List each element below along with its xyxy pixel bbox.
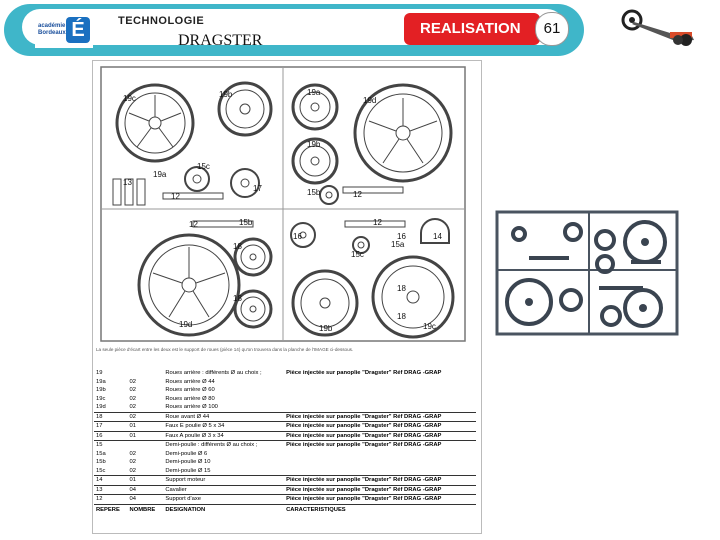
header-nombre: NOMBRE — [128, 504, 164, 514]
cell-designation: Roues arrière Ø 60 — [165, 387, 215, 393]
label-18-c: 18 — [397, 284, 406, 293]
label-12-d: 12 — [353, 190, 362, 199]
label-19c: 19c — [123, 94, 136, 103]
plate-caption: La seule pièce d'écart entre les deux est le support de roues (pièce 14) qu'on trouvera dans la planche de l'IMAGE ci-dessous. — [96, 347, 354, 352]
header-designation: DESIGNATION — [163, 504, 284, 514]
cell-repere: 16 — [94, 431, 128, 441]
dragster-car-image — [620, 4, 700, 48]
table-row — [94, 467, 476, 476]
cell-caracteristiques — [284, 386, 476, 395]
cell-repere: 12 — [94, 495, 128, 505]
cell-nombre: 02 — [129, 404, 136, 410]
cell-nombre: 04 — [128, 495, 164, 505]
label-15a: 15a — [391, 240, 405, 249]
section-badge — [404, 13, 540, 45]
project-title: DRAGSTER — [178, 32, 263, 49]
label-12-b: 12 — [189, 220, 198, 229]
nomenclature-table — [94, 369, 476, 514]
cell-caracteristiques: Pièce injectée sur panoplie "Dragster" Réf DRAG -GRAP — [284, 441, 476, 450]
cell-nombre: 02 — [129, 387, 136, 393]
label-18: 18 — [233, 242, 242, 251]
label-19b-2: 19b — [307, 140, 321, 149]
cell-caracteristiques: Pièce injectée sur panoplie "Dragster" Réf DRAG -GRAP — [284, 422, 476, 432]
table-row — [94, 495, 476, 505]
academie-logo — [35, 14, 93, 48]
cell-nombre: 02 — [129, 467, 136, 474]
cell-caracteristiques — [284, 395, 476, 404]
label-19a-2: 19a — [153, 170, 167, 179]
cell-repere: 19b — [96, 387, 106, 393]
cell-repere: 17 — [94, 422, 128, 432]
cell-caracteristiques: Pièce injectée sur panoplie "Dragster" Réf DRAG -GRAP — [284, 495, 476, 505]
cell-nombre: 02 — [129, 378, 136, 385]
cell-nombre: 01 — [128, 422, 164, 432]
label-12: 12 — [171, 192, 180, 201]
cell-nombre — [128, 441, 164, 450]
cell-designation: Cavalier — [163, 485, 284, 495]
cell-nombre: 04 — [128, 485, 164, 495]
cell-repere: 19 — [96, 370, 103, 376]
cell-caracteristiques — [284, 458, 476, 467]
logo-line-2: Bordeaux — [38, 30, 66, 36]
cell-repere: 19c — [96, 395, 106, 402]
label-15b: 15b — [307, 188, 321, 197]
cell-caracteristiques — [284, 403, 476, 412]
table-row — [94, 422, 476, 432]
cell-repere: 19a — [96, 378, 106, 385]
label-19d: 19d — [363, 96, 377, 105]
cell-nombre: 02 — [129, 395, 136, 402]
header-repere: REPERE — [94, 504, 128, 514]
subject-title: TECHNOLOGIE — [118, 15, 205, 27]
cell-designation: Demi-poulie Ø 15 — [165, 467, 211, 474]
cell-nombre: 02 — [128, 412, 164, 422]
cell-designation: Roues arrière Ø 100 — [165, 404, 218, 410]
pulley-15b — [320, 186, 338, 204]
cell-nombre: 01 — [128, 431, 164, 441]
table-row — [94, 369, 476, 378]
page-number: 61 — [535, 12, 569, 46]
cell-caracteristiques — [284, 450, 476, 459]
cell-repere: 15b — [96, 459, 106, 465]
cell-designation: Support d'axe — [163, 495, 284, 505]
label-18-d: 18 — [397, 312, 406, 321]
label-17: 17 — [253, 184, 262, 193]
cell-nombre: 02 — [129, 459, 136, 465]
table-row — [94, 485, 476, 495]
cell-caracteristiques: Pièce injectée sur panoplie "Dragster" Réf DRAG -GRAP — [284, 412, 476, 422]
table-row — [94, 450, 476, 459]
header-caracteristiques: CARACTERISTIQUES — [284, 504, 476, 514]
table-row — [94, 441, 476, 450]
label-14: 14 — [433, 232, 442, 241]
label-16-b: 16 — [397, 232, 406, 241]
cell-caracteristiques — [284, 378, 476, 387]
table-row — [94, 476, 476, 486]
cell-nombre: 02 — [129, 450, 136, 457]
label-19b-3: 19b — [319, 324, 333, 333]
sprue-photo — [489, 204, 685, 340]
label-19c-2: 19c — [423, 322, 436, 331]
cell-caracteristiques: Pièce injectée sur panoplie "Dragster" Réf DRAG -GRAP — [284, 476, 476, 486]
cell-repere: 15a — [96, 450, 106, 457]
cell-repere: 14 — [94, 476, 128, 486]
cell-nombre — [128, 369, 164, 378]
cell-nombre: 01 — [128, 476, 164, 486]
label-15c: 15c — [197, 162, 210, 171]
sprue-plate-drawing — [93, 61, 481, 351]
cell-designation: Roues arrière Ø 80 — [165, 395, 215, 402]
logo-line-1: académie — [38, 23, 66, 29]
wheel-19c-right — [373, 257, 453, 337]
table-row — [94, 395, 476, 404]
cell-designation: Roues arrière Ø 44 — [165, 378, 215, 385]
label-15b-2: 15b — [239, 218, 253, 227]
cell-designation: Faux E poulie Ø 5 x 34 — [163, 422, 284, 432]
table-row — [94, 378, 476, 387]
label-18-b: 18 — [233, 294, 242, 303]
cell-caracteristiques: Pièce injectée sur panoplie "Dragster" Réf DRAG -GRAP — [284, 485, 476, 495]
section-title: REALISATION — [420, 20, 521, 37]
cell-repere: 19d — [96, 404, 106, 410]
cell-caracteristiques: Pièce injectée sur panoplie "Dragster" Réf DRAG -GRAP — [284, 431, 476, 441]
label-13: 13 — [123, 178, 132, 187]
table-row — [94, 403, 476, 412]
cell-designation: Demi-poulie : différents Ø au choix ; — [163, 441, 284, 450]
cell-repere: 18 — [94, 412, 128, 422]
cell-caracteristiques — [284, 467, 476, 476]
cell-caracteristiques: Pièce injectée sur panoplie "Dragster" Réf DRAG -GRAP — [286, 370, 442, 376]
logo-letter: É — [66, 17, 90, 43]
cell-designation: Demi-poulie Ø 6 — [165, 450, 208, 457]
table-row — [94, 412, 476, 422]
label-12-c: 12 — [373, 218, 382, 227]
label-19d-2: 19d — [179, 320, 193, 329]
cell-designation: Support moteur — [163, 476, 284, 486]
cell-designation: Demi-poulie Ø 10 — [165, 459, 211, 465]
cell-repere: 15c — [96, 467, 106, 474]
table-row — [94, 431, 476, 441]
label-19b: 19b — [219, 90, 233, 99]
cell-designation: Roues arrière : différents Ø au choix ; — [165, 370, 262, 376]
table-row — [94, 386, 476, 395]
label-16: 16 — [293, 232, 302, 241]
label-15c-2: 15c — [351, 250, 364, 259]
cell-repere: 15 — [94, 441, 128, 450]
axle-support-12b — [343, 187, 403, 193]
cell-designation: Roue avant Ø 44 — [163, 412, 284, 422]
label-19a: 19a — [307, 88, 321, 97]
cell-designation: Faux A poulie Ø 3 x 34 — [163, 431, 284, 441]
table-row — [94, 458, 476, 467]
nomenclature-header-row — [94, 504, 476, 514]
cell-repere: 13 — [94, 485, 128, 495]
